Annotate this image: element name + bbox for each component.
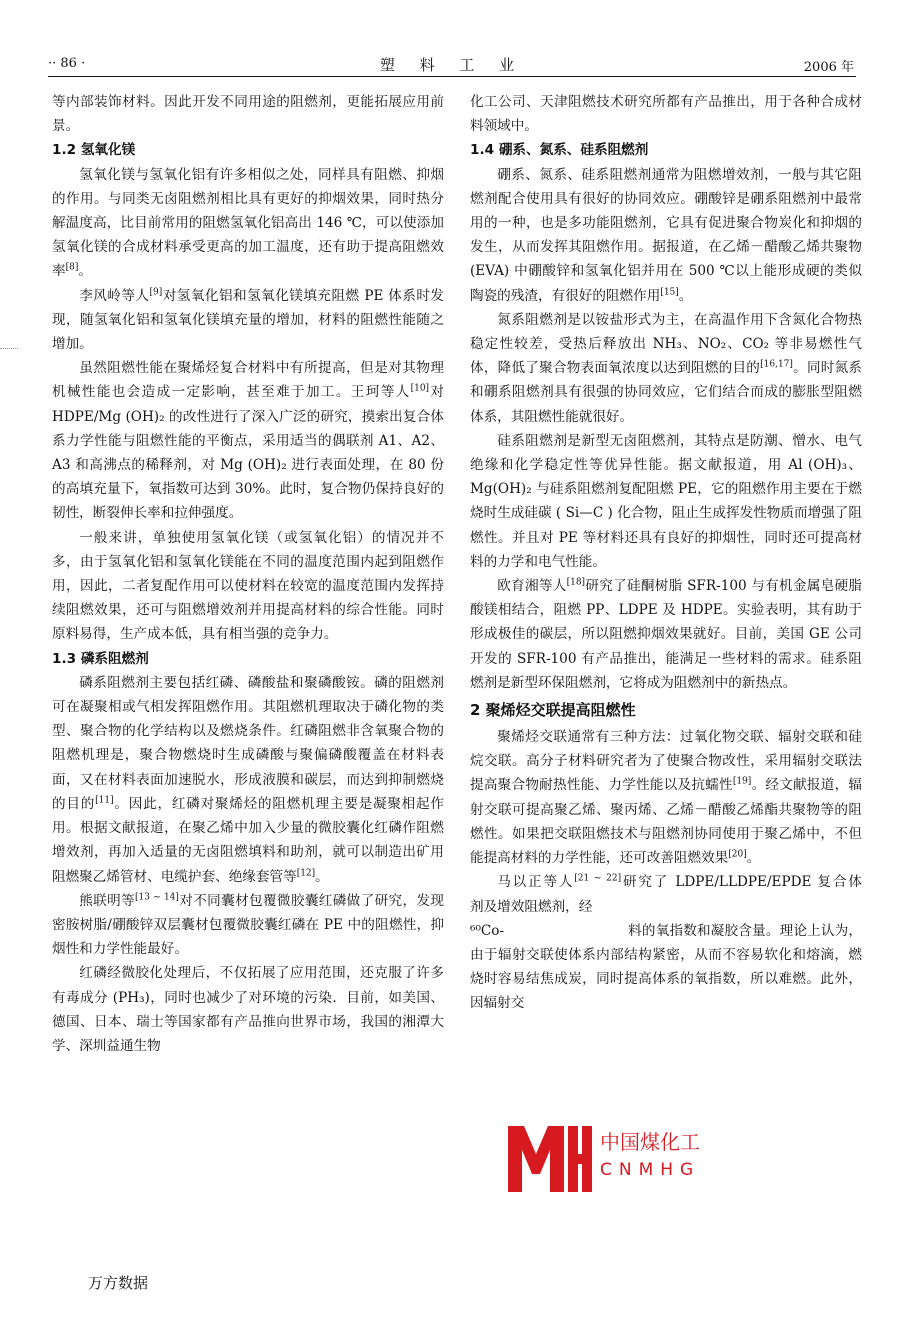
paragraph: 虽然阻燃性能在聚烯烃复合材料中有所提高，但是对其物理机械性能也会造成一定影响，甚至难于加工。王珂等人[10]对 HDPE/Mg (OH)₂ 的改性进行了深入广泛的研究，摸索出复合体系力学性能与阻燃性能的平衡点，采用适当的偶联剂 A1、A2、A3 和高沸点的稀释剂，对 Mg (OH)₂ 进行表面处理，在 80 份的高填充量下，氧指数可达到 30%。此时，复合物仍保持良好的韧性，断裂伸长率和拉伸强度。 [52, 360, 445, 522]
paragraph: 熊联明等[13 ~ 14]对不同囊材包覆微胶囊红磷做了研究，发现密胺树脂/硼酸锌双层囊材包覆微胶囊红磷在 PE 中的阻燃性，抑烟性和力学性能最好。 [52, 892, 444, 958]
paragraph: 马以正等人[21 ~ 22]研究了 LDPE/LLDPE/EPDE 复合体 剂及增效阻燃剂，经 ⁶⁰Co- 料的氧指数和凝胶含量。理论上认为，由于辐射交联使体系内部结构紧密，从而不容易软化和熔滴，燃烧时容易结焦成炭，同时提高体系的氧指数，所以难燃。此外，因辐射交 [470, 873, 863, 1012]
section-heading-2: 2 聚烯烃交联提高阻燃性 [470, 701, 636, 720]
section-heading-1-4: 1.4 硼系、氮系、硅系阻燃剂 [470, 142, 649, 159]
citation: [18] [566, 577, 586, 588]
watermark-logo [506, 1120, 706, 1194]
citation: [9] [149, 287, 163, 298]
paragraph: 化工公司、天津阻燃技术研究所都有产品推出，用于各种合成材料领域中。 [470, 94, 862, 135]
right-column [470, 90, 862, 1016]
cnmhg-logo-icon [506, 1124, 594, 1194]
watermark-cn: 中国煤化工 [598, 1126, 702, 1155]
footer-source: 万方数据 [88, 1274, 149, 1292]
paragraph: 硅系阻燃剂是新型无卤阻燃剂，其特点是防潮、憎水、电气绝缘和化学稳定性等优异性能。据文献报道，用 Al (OH)₃、Mg(OH)₂ 与硅系阻燃剂复配阻燃 PE，它的阻燃作用主要在于燃烧时生成硅碳 ( Si—C ) 化合物，阻止生成挥发性物质而增强了阻燃性。并且对 PE 等材料还具有良好的抑烟性，同时还可提高材料的力学和电气性能。 [470, 432, 862, 570]
journal-title: 塑 料 工 业 [379, 56, 525, 74]
header-rule [48, 76, 856, 77]
citation: [13 ~ 14] [135, 892, 179, 903]
left-column [52, 90, 444, 1058]
paragraph: 欧育湘等人[18]研究了硅酮树脂 SFR-100 与有机金属皂硬脂酸镁相结合，阻燃 PP、LDPE 及 HDPE。实验表明，其有助于形成极佳的碳层，所以阻燃抑烟效果就好。目前，美国 GE 公司开发的 SFR-100 有产品推出，能满足一些材料的需求。硅系阻燃剂是新型环保阻燃剂，它将成为阻燃剂中的新热点。 [470, 577, 862, 691]
year: 2006 年 [803, 60, 854, 75]
paragraph: 磷系阻燃剂主要包括红磷、磷酸盐和聚磷酸铵。磷的阻燃剂可在凝聚相或气相发挥阻燃作用。其阻燃机理取决于磷化物的类型、聚合物的化学结构以及燃烧条件。红磷阻燃非含氧聚合物的阻燃机理是，聚合物燃烧时生成磷酸与聚偏磷酸覆盖在材料表面，又在材料表面加速脱水，形成液膜和碳层，而达到抑制燃烧的目的[11]。因此，红磷对聚烯烃的阻燃机理主要是凝聚相起作用。根据文献报道，在聚乙烯中加入少量的微胶囊化红磷作阻燃增效剂，再加入适量的无卤阻燃填料和助剂，就可以制造出矿用阻燃聚乙烯管材、电缆护套、绝缘套管等[12]。 [52, 674, 445, 885]
page-number: ·· 86 · [48, 56, 86, 71]
paragraph: 一般来讲，单独使用氢氧化镁（或氢氧化铝）的情况并不多，由于氢氧化铝和氢氧化镁能在不同的温度范围内起到阻燃作用，因此，二者复配作用可以使材料在较宽的温度范围内发挥持续阻燃效果，还可与阻燃增效剂并用提高材料的综合性能。同时原料易得，生产成本低，具有相当强的竞争力。 [52, 529, 444, 643]
citation: [8] [65, 262, 79, 273]
paragraph: 红磷经微胶化处理后，不仅拓展了应用范围，还克服了许多有毒成分 (PH₃)，同时也减少了对环境的污染．目前，如美国、德国、日本、瑞士等国家都有产品推向世界市场，我国的湘潭大学、深圳益通生物 [52, 965, 444, 1054]
citation: [10] [410, 383, 430, 394]
paragraph: 等内部装饰材料。因此开发不同用途的阻燃剂，更能拓展应用前景。 [52, 94, 444, 135]
citation: [21 ~ 22] [574, 873, 622, 884]
paragraph: 氢氧化镁与氢氧化铝有许多相似之处，同样具有阻燃、抑烟的作用。与同类无卤阻燃剂相比具有更好的抑烟效果，同时热分解温度高，比目前常用的阻燃氢氧化铝高出 146 ℃，可以使添加氢氧化镁的合成材料承受更高的加工温度，还有助于提高阻燃效率[8]。 [52, 166, 444, 280]
margin-mark [0, 348, 18, 349]
paragraph: 李风岭等人[9]对氢氧化铝和氢氧化镁填充阻燃 PE 体系时发现，随氢氧化铝和氢氧化镁填充量的增加，材料的阻燃性能随之增加。 [52, 287, 444, 353]
citation: [11] [95, 795, 114, 806]
section-heading-1-3: 1.3 磷系阻燃剂 [52, 650, 149, 667]
paragraph: 聚烯烃交联通常有三种方法：过氧化物交联、辐射交联和硅烷交联。高分子材料研究者为了使聚合物改性，采用辐射交联法提高聚合物耐热性能、力学性能以及抗蠕性[19]。经文献报道，辐射交联可提高聚乙烯、聚丙烯、乙烯－醋酸乙烯酯共聚物等的阻燃性。如果把交联阻燃技术与阻燃剂协同使用于聚乙烯中，不但能提高材料的力学性能，还可改善阻燃效果[20]。 [470, 729, 862, 867]
paragraph: 硼系、氮系、硅系阻燃剂通常为阻燃增效剂，一般与其它阻燃剂配合使用具有很好的协同效应。硼酸锌是硼系阻燃剂中最常用的一种，也是多功能阻燃剂，它具有促进聚合物炭化和抑烟的发生，从而发挥其阻燃作用。据报道，在乙烯－醋酸乙烯共聚物 (EVA) 中硼酸锌和氢氧化铝并用在 500 ℃以上能形成硬的类似陶瓷的残渣，有很好的阻燃作用[15]。 [470, 166, 862, 304]
watermark-en: CNMHG [600, 1160, 701, 1180]
citation: [16,17] [760, 359, 793, 370]
citation: [19] [732, 776, 752, 787]
paragraph: 氮系阻燃剂是以铵盐形式为主，在高温作用下含氮化合物热稳定性较差，受热后释放出 NH₃、NO₂、CO₂ 等非易燃性气体，降低了聚合物表面氧浓度以达到阻燃的目的[16,17]。同时氮系和硼系阻燃剂具有很强的协同效应，它们结合而成的膨胀型阻燃体系，其阻燃性能就很好。 [470, 311, 862, 425]
citation: [20] [728, 849, 747, 860]
page-header [0, 0, 904, 78]
citation: [12] [296, 867, 316, 878]
section-heading-1-2: 1.2 氢氧化镁 [52, 142, 136, 159]
citation: [15] [660, 287, 679, 298]
